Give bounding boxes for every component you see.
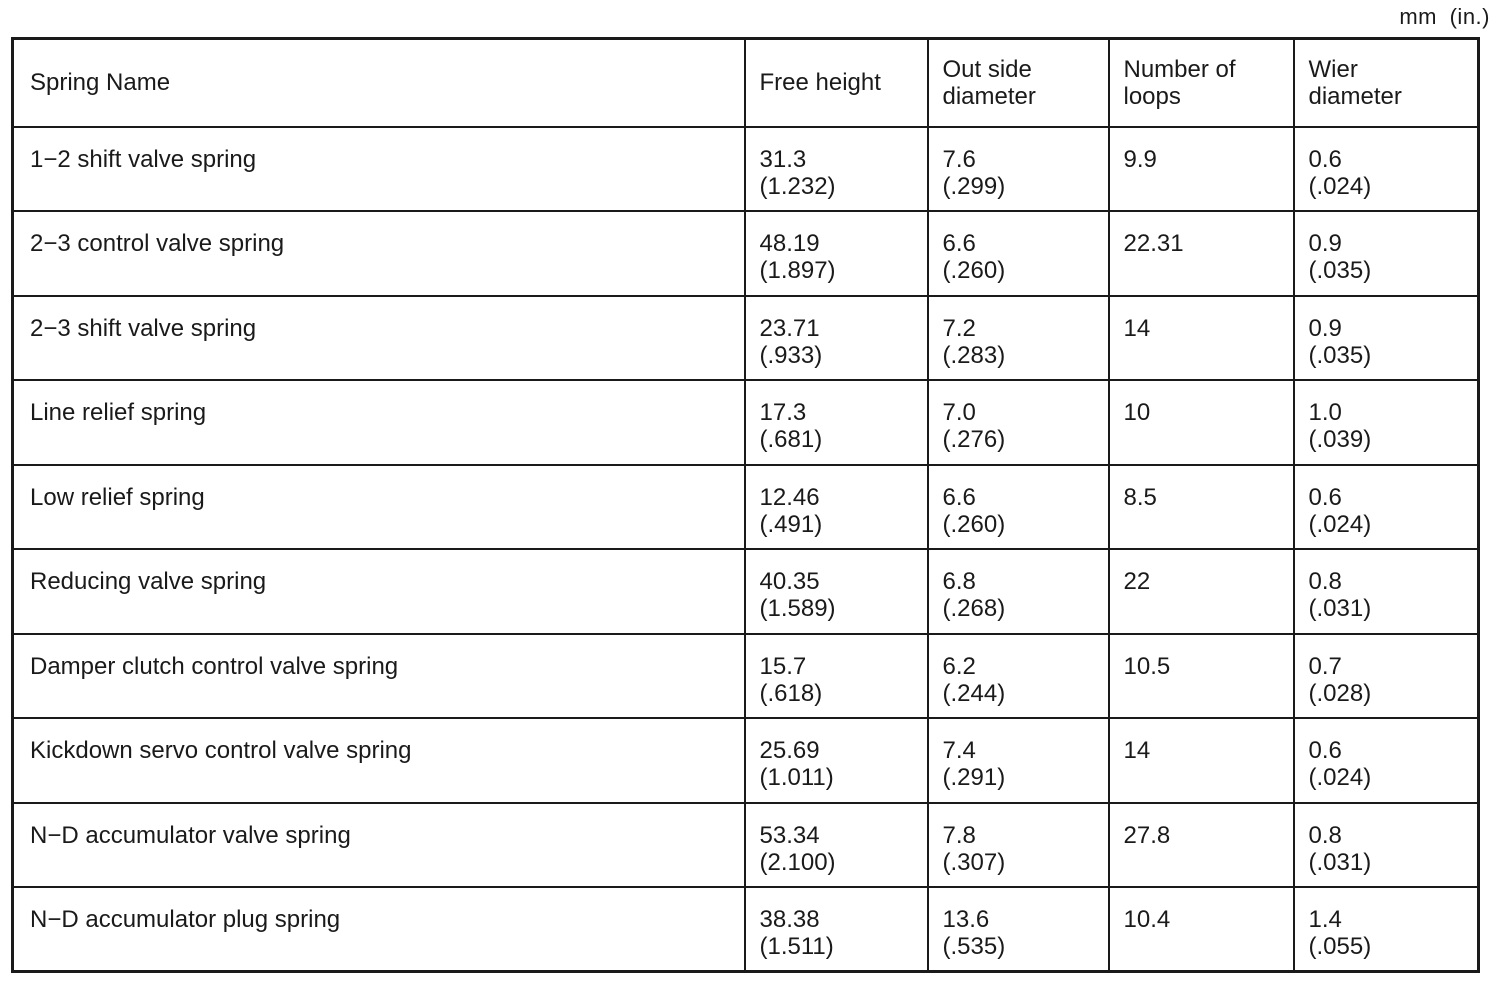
header-loops-line1: Number of [1123, 55, 1236, 83]
cell-wire-diameter [1294, 127, 1479, 212]
cell-wire-diameter-wire-mm: 0.9 [1308, 230, 1342, 257]
cell-number-of-loops-loops: 14 [1123, 737, 1151, 764]
cell-outside-diameter-od-in: (.307) [942, 848, 1006, 876]
cell-wire-diameter-wire-mm: 0.6 [1308, 145, 1342, 173]
table-row [13, 465, 1479, 550]
cell-spring-name [13, 549, 745, 634]
cell-free-height-free-in: (1.232) [759, 172, 836, 200]
cell-number-of-loops [1109, 380, 1294, 465]
cell-free-height [745, 296, 928, 381]
cell-free-height-free-in: (.618) [759, 679, 823, 707]
cell-free-height [745, 211, 928, 296]
cell-outside-diameter-od-mm: 7.8 [942, 821, 976, 849]
header-spring-name-label: Spring Name [30, 69, 171, 97]
cell-wire-diameter-wire-in: (.031) [1308, 848, 1372, 876]
cell-outside-diameter-od-in: (.299) [942, 172, 1006, 200]
table-row [13, 127, 1479, 212]
header-outside-diameter-line1: Out side [942, 55, 1032, 83]
cell-free-height-free-mm: 38.38 [759, 906, 820, 933]
cell-spring-name [13, 718, 745, 803]
cell-wire-diameter-wire-in: (.024) [1308, 172, 1372, 200]
cell-wire-diameter [1294, 718, 1479, 803]
cell-wire-diameter [1294, 887, 1479, 972]
cell-outside-diameter [928, 887, 1109, 972]
cell-spring-name-name: Reducing valve spring [30, 568, 267, 595]
cell-outside-diameter-od-mm: 6.8 [942, 568, 976, 595]
header-spring-name [13, 39, 745, 127]
cell-free-height-free-in: (1.511) [759, 933, 834, 960]
table-row [13, 887, 1479, 972]
cell-free-height [745, 634, 928, 719]
header-free-height [745, 39, 928, 127]
cell-free-height-free-mm: 17.3 [759, 399, 807, 426]
cell-free-height-free-mm: 53.34 [759, 821, 820, 849]
cell-outside-diameter-od-in: (.268) [942, 595, 1006, 622]
cell-wire-diameter [1294, 549, 1479, 634]
cell-number-of-loops [1109, 887, 1294, 972]
cell-free-height [745, 465, 928, 550]
cell-number-of-loops-loops: 27.8 [1123, 821, 1171, 849]
cell-free-height-free-in: (2.100) [759, 848, 836, 876]
cell-spring-name [13, 634, 745, 719]
cell-wire-diameter-wire-mm: 0.8 [1308, 821, 1342, 849]
cell-spring-name [13, 380, 745, 465]
cell-free-height-free-in: (1.589) [759, 595, 836, 622]
cell-free-height-free-mm: 25.69 [759, 737, 820, 764]
cell-spring-name [13, 887, 745, 972]
table-row [13, 634, 1479, 719]
cell-wire-diameter-wire-in: (.028) [1308, 679, 1372, 707]
cell-outside-diameter [928, 634, 1109, 719]
header-free-height-label: Free height [759, 69, 881, 97]
cell-outside-diameter-od-mm: 7.0 [942, 399, 976, 426]
table-row [13, 718, 1479, 803]
cell-wire-diameter [1294, 380, 1479, 465]
cell-outside-diameter-od-in: (.244) [942, 679, 1006, 707]
cell-number-of-loops-loops: 9.9 [1123, 145, 1157, 173]
cell-wire-diameter-wire-in: (.039) [1308, 426, 1372, 453]
cell-outside-diameter-od-mm: 6.6 [942, 483, 976, 511]
table-body [13, 127, 1479, 972]
cell-spring-name [13, 211, 745, 296]
table-row [13, 296, 1479, 381]
table-row [13, 803, 1479, 888]
cell-outside-diameter-od-in: (.276) [942, 426, 1006, 453]
cell-free-height-free-in: (.491) [759, 510, 823, 538]
cell-number-of-loops [1109, 718, 1294, 803]
cell-free-height [745, 718, 928, 803]
cell-spring-name-name: Low relief spring [30, 483, 205, 511]
cell-number-of-loops-loops: 10 [1123, 399, 1151, 426]
cell-number-of-loops [1109, 465, 1294, 550]
cell-spring-name-name: 2−3 control valve spring [30, 230, 285, 257]
cell-free-height-free-mm: 31.3 [759, 145, 807, 173]
cell-spring-name-name: N−D accumulator valve spring [30, 821, 351, 849]
cell-outside-diameter-od-mm: 7.4 [942, 737, 976, 764]
cell-wire-diameter [1294, 296, 1479, 381]
cell-wire-diameter-wire-mm: 0.7 [1308, 652, 1342, 680]
cell-outside-diameter-od-mm: 7.6 [942, 145, 976, 173]
cell-wire-diameter [1294, 211, 1479, 296]
cell-spring-name-name: 2−3 shift valve spring [30, 314, 257, 342]
cell-outside-diameter-od-mm: 6.2 [942, 652, 976, 680]
cell-wire-diameter-wire-in: (.035) [1308, 341, 1372, 369]
cell-wire-diameter-wire-mm: 0.8 [1308, 568, 1342, 595]
cell-wire-diameter [1294, 634, 1479, 719]
cell-outside-diameter [928, 549, 1109, 634]
cell-free-height [745, 127, 928, 212]
cell-spring-name-name: 1−2 shift valve spring [30, 145, 257, 173]
cell-number-of-loops [1109, 296, 1294, 381]
table-row [13, 211, 1479, 296]
cell-outside-diameter [928, 211, 1109, 296]
cell-wire-diameter [1294, 465, 1479, 550]
cell-spring-name [13, 296, 745, 381]
cell-number-of-loops-loops: 14 [1123, 314, 1151, 342]
cell-free-height [745, 887, 928, 972]
cell-free-height-free-mm: 15.7 [759, 652, 807, 680]
cell-wire-diameter-wire-in: (.031) [1308, 595, 1372, 622]
cell-free-height [745, 803, 928, 888]
cell-outside-diameter-od-mm: 7.2 [942, 314, 976, 342]
cell-wire-diameter-wire-mm: 0.6 [1308, 737, 1342, 764]
cell-outside-diameter [928, 803, 1109, 888]
table-row [13, 380, 1479, 465]
cell-wire-diameter-wire-in: (.035) [1308, 257, 1372, 284]
cell-outside-diameter-od-mm: 13.6 [942, 906, 990, 933]
cell-wire-diameter-wire-mm: 1.4 [1308, 906, 1342, 933]
cell-number-of-loops [1109, 127, 1294, 212]
cell-spring-name [13, 127, 745, 212]
cell-free-height [745, 549, 928, 634]
cell-free-height-free-mm: 12.46 [759, 483, 820, 511]
cell-outside-diameter-od-in: (.283) [942, 341, 1006, 369]
cell-outside-diameter-od-in: (.260) [942, 510, 1006, 538]
cell-outside-diameter-od-in: (.291) [942, 764, 1006, 791]
spring-spec-table [11, 37, 1480, 973]
header-wire-line2: diameter [1308, 82, 1402, 110]
cell-spring-name-name: Kickdown servo control valve spring [30, 737, 412, 764]
cell-free-height-free-in: (1.897) [759, 257, 836, 284]
cell-wire-diameter [1294, 803, 1479, 888]
cell-wire-diameter-wire-in: (.024) [1308, 510, 1372, 538]
cell-free-height-free-mm: 40.35 [759, 568, 820, 595]
cell-number-of-loops [1109, 803, 1294, 888]
cell-wire-diameter-wire-mm: 0.9 [1308, 314, 1342, 342]
cell-free-height [745, 380, 928, 465]
cell-wire-diameter-wire-mm: 1.0 [1308, 399, 1342, 426]
cell-outside-diameter-od-in: (.260) [942, 257, 1006, 284]
cell-number-of-loops-loops: 10.5 [1123, 652, 1171, 680]
cell-outside-diameter-od-mm: 6.6 [942, 230, 976, 257]
cell-outside-diameter [928, 127, 1109, 212]
cell-number-of-loops-loops: 8.5 [1123, 483, 1157, 511]
cell-free-height-free-in: (.933) [759, 341, 823, 369]
header-wire-diameter [1294, 39, 1479, 127]
table-header-row [13, 39, 1479, 127]
cell-outside-diameter [928, 718, 1109, 803]
header-loops-line2: loops [1123, 82, 1181, 110]
cell-outside-diameter-od-in: (.535) [942, 933, 1006, 960]
cell-outside-diameter [928, 380, 1109, 465]
cell-outside-diameter [928, 296, 1109, 381]
cell-spring-name-name: Line relief spring [30, 399, 207, 426]
cell-number-of-loops-loops: 22 [1123, 568, 1151, 595]
cell-number-of-loops [1109, 634, 1294, 719]
header-wire-line1: Wier [1308, 55, 1358, 83]
cell-spring-name-name: Damper clutch control valve spring [30, 652, 399, 680]
cell-wire-diameter-wire-in: (.055) [1308, 933, 1372, 960]
cell-spring-name-name: N−D accumulator plug spring [30, 906, 341, 933]
cell-number-of-loops [1109, 549, 1294, 634]
header-outside-diameter [928, 39, 1109, 127]
table-row [13, 549, 1479, 634]
cell-free-height-free-mm: 48.19 [759, 230, 820, 257]
cell-number-of-loops-loops: 10.4 [1123, 906, 1171, 933]
units-label: mm (in.) [1399, 4, 1490, 29]
header-number-of-loops [1109, 39, 1294, 127]
cell-spring-name [13, 465, 745, 550]
cell-wire-diameter-wire-in: (.024) [1308, 764, 1372, 791]
cell-free-height-free-in: (.681) [759, 426, 823, 453]
cell-outside-diameter [928, 465, 1109, 550]
cell-number-of-loops-loops: 22.31 [1123, 230, 1184, 257]
cell-wire-diameter-wire-mm: 0.6 [1308, 483, 1342, 511]
cell-free-height-free-in: (1.011) [759, 764, 834, 791]
header-outside-diameter-line2: diameter [942, 82, 1036, 110]
cell-free-height-free-mm: 23.71 [759, 314, 820, 342]
cell-spring-name [13, 803, 745, 888]
cell-number-of-loops [1109, 211, 1294, 296]
